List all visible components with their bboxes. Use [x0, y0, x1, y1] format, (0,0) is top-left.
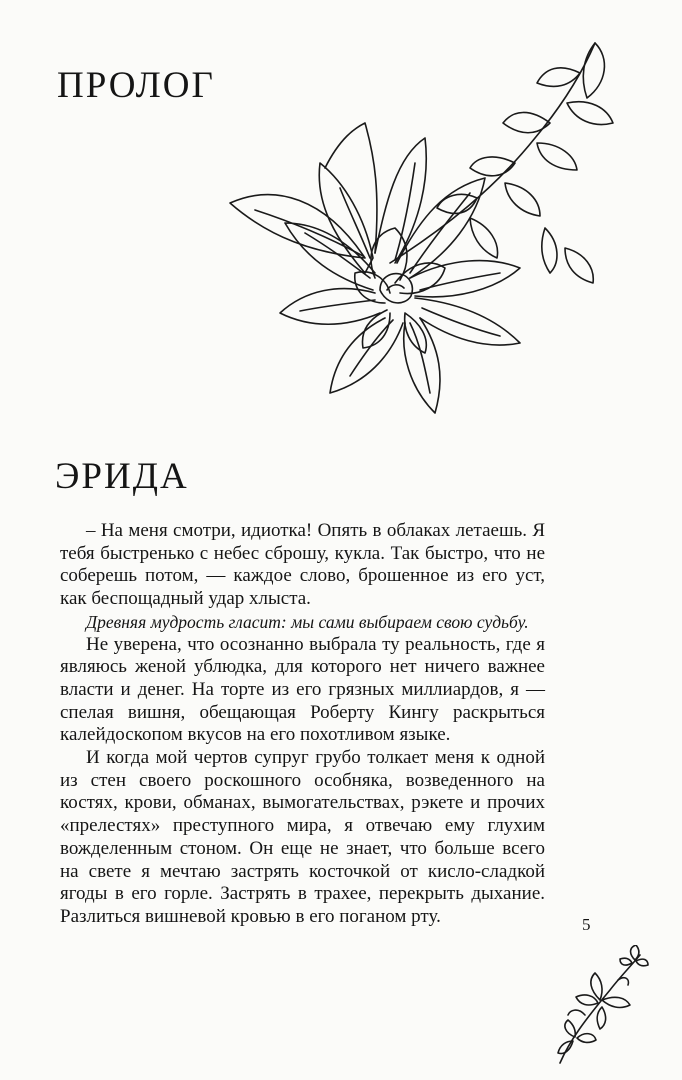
paragraph: Не уверена, что осознанно выбрала ту реальность, где я являюсь женой ублюдка, для которого нет ничего важнее власти и денег. На торте из его грязных миллиардов, я — спелая вишня, обещающая Роберту Кингу раскрыться калейдоскопом вкусов на его похотливом языке.	[60, 633, 545, 746]
section-title: ЭРИДА	[55, 456, 189, 497]
paragraph: И когда мой чертов супруг грубо толкает меня к одной из стен своего роскошного особняка, возведенного на костях, крови, обманах, вымогательствах, рэкете и прочих «прелестях» преступного мира, я отвечаю ему глухим вожделенным стоном. Он еще не знает, что больше всего на свете я мечтаю застрять косточкой от кисло-сладкой ягоды в его горле. Застрять в трахее, перекрыть дыхание. Разлиться вишневой кровью в его поганом рту.	[60, 747, 545, 927]
italic-paragraph: Древняя мудрость гласит: мы сами выбираем свою судьбу.	[86, 611, 529, 632]
body-text	[60, 520, 545, 929]
chapter-title: ПРОЛОГ	[57, 65, 215, 106]
paragraph: – На меня смотри, идиотка! Опять в облаках летаешь. Я тебя быстренько с небес сброшу, кукла. Так быстро, что не соберешь потом, — каждое слово, брошенное из его уст, как беспощадный удар хлыста.	[60, 520, 545, 610]
magnolia-flower-with-leafy-branch-icon	[215, 28, 615, 428]
small-flower-sprig-icon	[540, 945, 650, 1065]
page-number: 5	[582, 915, 591, 934]
